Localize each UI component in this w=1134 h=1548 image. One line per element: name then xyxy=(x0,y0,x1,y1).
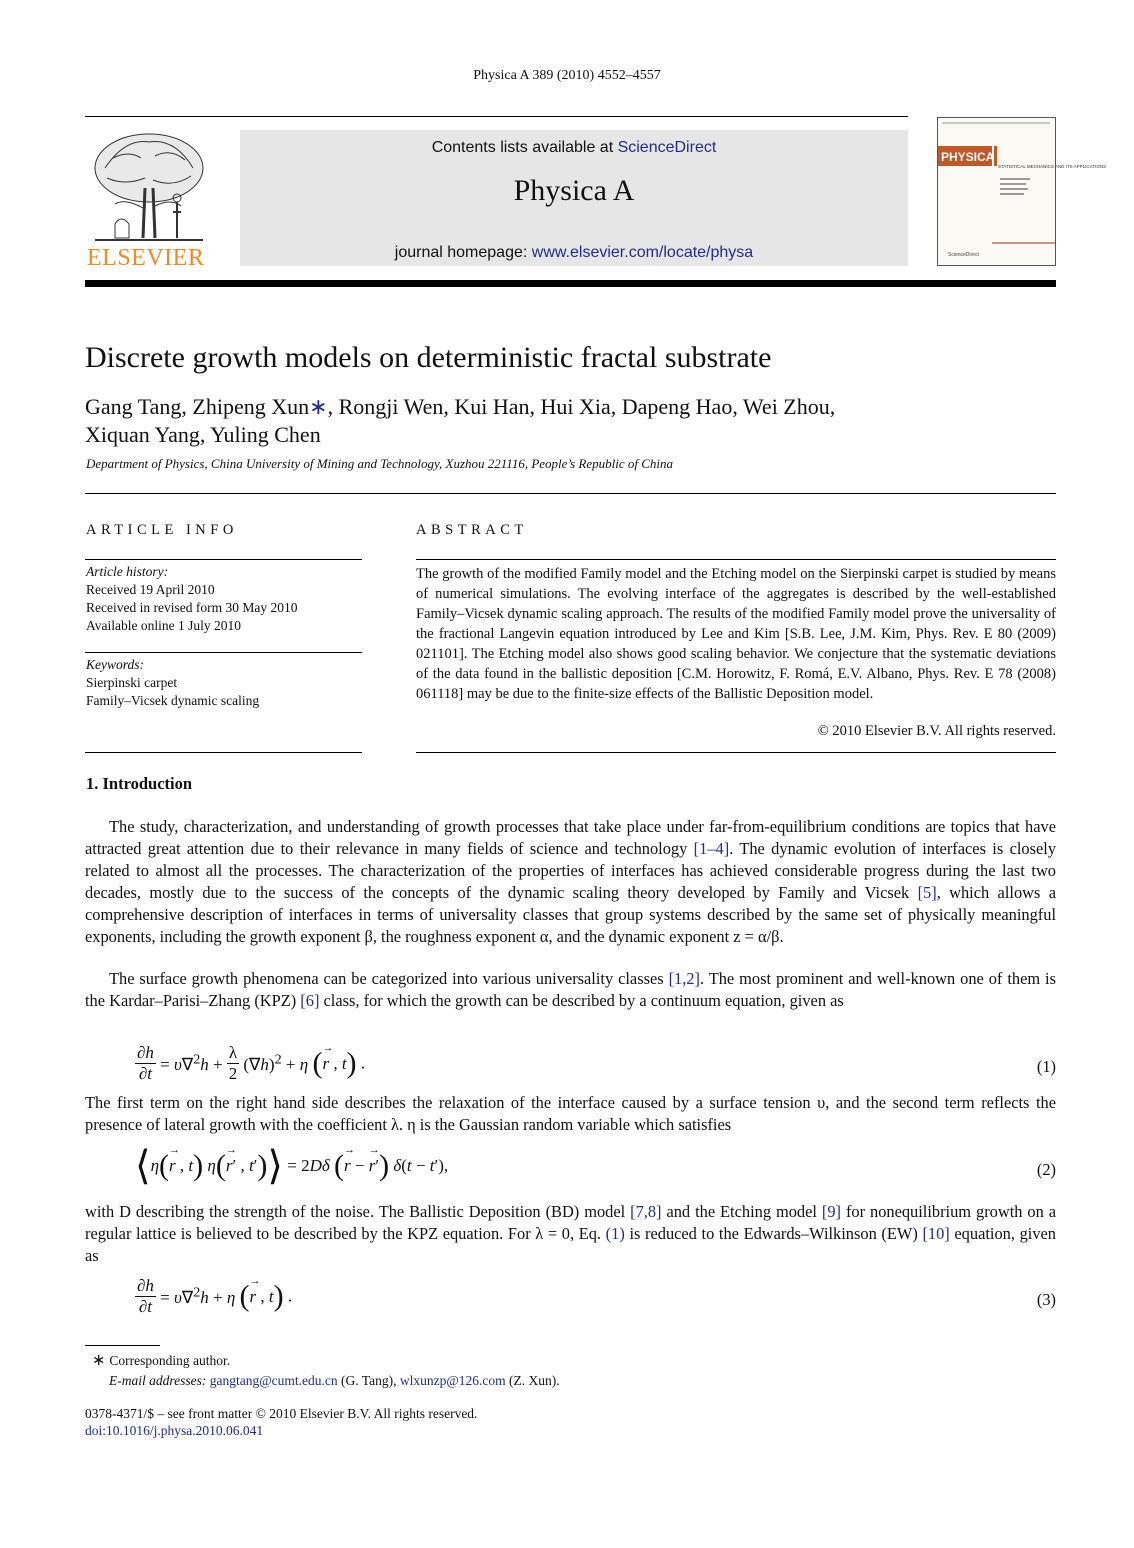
keywords xyxy=(86,656,362,710)
email-link[interactable]: gangtang@cumt.edu.cn xyxy=(209,1373,338,1388)
received-date: Received 19 April 2010 xyxy=(86,582,215,597)
lambda-half-fraction: $\frac{\lambda}{2}$ xyxy=(228,1043,238,1083)
article-info-rule-middle xyxy=(85,652,362,653)
text-run: for nonequilibrium growth on a regular lattice is believed to be described by the KPZ equation. For λ = 0, Eq. xyxy=(85,1202,1056,1243)
journal-masthead xyxy=(240,130,908,266)
cover-subtitle: STATISTICAL MECHANICS AND ITS APPLICATIONS xyxy=(998,164,1107,169)
citation-link[interactable]: [1–4] xyxy=(693,839,730,858)
dh-dt-fraction: $\frac{\partial h}{\partial t}$ xyxy=(137,1276,154,1316)
text-run: The study, characterization, and understanding of growth processes that take place under far-from-equilibrium conditions are topics that have attracted great attention due to their relevance in many fields of science and technology xyxy=(85,817,1056,858)
keywords-label: Keywords: xyxy=(86,657,144,672)
authors-rest: , Rongji Wen, Kui Han, Hui Xia, Dapeng Hao, Wei Zhou, xyxy=(327,394,836,419)
elsevier-logo xyxy=(85,128,213,271)
email-link[interactable]: wlxunzp@126.com xyxy=(399,1373,506,1388)
email-label: E-mail addresses: xyxy=(109,1373,210,1388)
intro-paragraph-2 xyxy=(85,968,1056,1012)
homepage-prefix: journal homepage: xyxy=(394,244,532,261)
journal-name: Physica A xyxy=(513,174,635,207)
affiliation-rule xyxy=(85,493,1056,494)
online-date: Available online 1 July 2010 xyxy=(86,618,241,633)
corresponding-author-note: Corresponding author. xyxy=(109,1353,231,1368)
email-owner: (Z. Xun). xyxy=(505,1373,560,1388)
equation-2: ⟨η(→ r , t) η(→ r′ , t′)⟩ = 2Dδ (→ r − → r′) δ(t − t′), (2) xyxy=(135,1146,1056,1196)
text-run: . The dynamic evolution of interfaces is closely related to almost all the processes. The characterization of the properties of interfaces has achieved considerable progress during the last two decades, mostly due to the success of the concepts of the dynamic scaling theory developed by Family and Vicsek xyxy=(85,839,1057,902)
equation-number: (1) xyxy=(1036,1057,1056,1076)
corresponding-author-mark[interactable]: ∗ xyxy=(309,394,328,419)
history-label: Article history: xyxy=(86,564,169,579)
text-run: , which allows a comprehensive description of interfaces in terms of universality classes that group systems described by the same set of physically meaningful exponents, including the growth exponent β, the roughness exponent α, and the dynamic exponent z = α/β. xyxy=(85,883,1056,946)
text-run: The surface growth phenomena can be categorized into various universality classes xyxy=(109,969,669,988)
article-history xyxy=(86,563,362,635)
dh-dt-fraction: $\frac{\partial h}{\partial t}$ xyxy=(137,1043,154,1083)
citation-link[interactable]: [10] xyxy=(922,1224,950,1243)
keyword-item: Family–Vicsek dynamic scaling xyxy=(86,693,260,708)
article-info-rule-top xyxy=(85,559,362,560)
doi-link[interactable]: doi:10.1016/j.physa.2010.06.041 xyxy=(85,1423,264,1438)
affiliation: Department of Physics, China University of Mining and Technology, Xuzhou 221116, People’s Republic of China xyxy=(86,456,673,471)
elsevier-wordmark: ELSEVIER xyxy=(87,245,205,271)
citation-link[interactable]: [1,2] xyxy=(668,969,700,988)
journal-cover-thumbnail xyxy=(937,117,1107,266)
homepage-line xyxy=(240,244,908,262)
footnote xyxy=(92,1351,992,1391)
text-run: is reduced to the Edwards–Wilkinson (EW) xyxy=(624,1224,923,1243)
revised-date: Received in revised form 30 May 2010 xyxy=(86,600,298,615)
text-run: and the Etching model xyxy=(661,1202,822,1221)
equation-1: $\frac{\partial h}{\partial t}$ = υ∇$^2$h + $\frac{\lambda}{2}$ $(\nabla h)^2 + \eta$ (→ r , t) . (1) xyxy=(135,1043,1056,1093)
abstract-text: The growth of the modified Family model and the Etching model on the Sierpinski carpet is studied by means of numerical simulations. The evolving interface of the aggregates is described by the well-established Family–Vicsek dynamic scaling approach. The results of the modified Family model prove the universality of the fractional Langevin equation introduced by Lee and Kim [S.B. Lee, J.M. Kim, Phys. Rev. E 80 (2009) 021101]. The Etching model also shows good scaling behavior. We conjecture that the systematic deviations of the data found in the ballistic deposition [C.M. Horowitz, F. Romá, E.V. Albano, Phys. Rev. E 78 (2008) 061118] may be due to the finite-size effects of the Ballistic Deposition model. xyxy=(416,566,1056,702)
sciencedirect-link[interactable]: ScienceDirect xyxy=(617,139,717,156)
keyword-item: Sierpinski carpet xyxy=(86,675,178,690)
equation-number: (3) xyxy=(1036,1290,1056,1309)
paper-title: Discrete growth models on deterministic fractal substrate xyxy=(85,341,772,374)
equation-ref-link[interactable]: (1) xyxy=(605,1224,625,1243)
text-run: equation, given as xyxy=(85,1224,1056,1265)
article-info-rule-bottom xyxy=(85,752,362,753)
text-run: class, for which the growth can be described by a continuum equation, given as xyxy=(319,991,844,1010)
citation-link[interactable]: [7,8] xyxy=(630,1202,662,1221)
abstract-heading: ABSTRACT xyxy=(416,522,528,538)
intro-paragraph-1 xyxy=(85,816,1056,948)
journal-citation: Physica A 389 (2010) 4552–4557 xyxy=(473,68,661,83)
header-thick-rule xyxy=(85,280,1056,287)
email-owner: (G. Tang), xyxy=(337,1373,400,1388)
equation-number: (2) xyxy=(1036,1160,1056,1179)
authors-first: Gang Tang, Zhipeng Xun xyxy=(85,394,310,419)
abstract-rule-bottom xyxy=(416,752,1056,753)
citation-link[interactable]: [5] xyxy=(917,883,937,902)
text-run: . The most prominent and well-known one of them is the Kardar–Parisi–Zhang (KPZ) xyxy=(85,969,1056,1010)
text-run: with D describing the strength of the noise. The Ballistic Deposition (BD) model xyxy=(85,1202,631,1221)
journal-cover-image xyxy=(938,118,1107,265)
elsevier-tree-icon xyxy=(85,128,213,244)
header-top-rule xyxy=(85,116,908,117)
citation-link[interactable]: [6] xyxy=(300,991,320,1010)
author-list xyxy=(85,393,985,449)
journal-homepage-link[interactable]: www.elsevier.com/locate/physa xyxy=(531,244,754,261)
authors-second-line: Xiquan Yang, Yuling Chen xyxy=(85,422,321,447)
cover-title: PHYSICA xyxy=(941,150,995,164)
issn-front-matter: 0378-4371/$ – see front matter © 2010 Elsevier B.V. All rights reserved. xyxy=(85,1406,478,1421)
footnote-star: ∗ xyxy=(92,1352,106,1369)
article-info-heading: ARTICLE INFO xyxy=(86,522,238,538)
intro-paragraph-4 xyxy=(85,1201,1056,1267)
abstract-copyright: © 2010 Elsevier B.V. All rights reserved. xyxy=(817,723,1056,739)
footnote-rule xyxy=(85,1345,160,1346)
section-heading-introduction: 1. Introduction xyxy=(86,774,193,793)
contents-prefix: Contents lists available at xyxy=(431,139,618,156)
abstract-rule-top xyxy=(416,559,1056,560)
contents-line xyxy=(240,139,908,157)
intro-paragraph-3: The first term on the right hand side describes the relaxation of the interface caused by a surface tension υ, and the second term reflects the presence of lateral growth with the coefficient λ. η is the Gaussian random variable which satisfies xyxy=(85,1093,1056,1134)
cover-footer: ScienceDirect xyxy=(948,252,979,258)
equation-3: $\frac{\partial h}{\partial t}$ = υ∇$^2$h + η (→ r , t) . (3) xyxy=(135,1276,1056,1326)
citation-link[interactable]: [9] xyxy=(821,1202,841,1221)
